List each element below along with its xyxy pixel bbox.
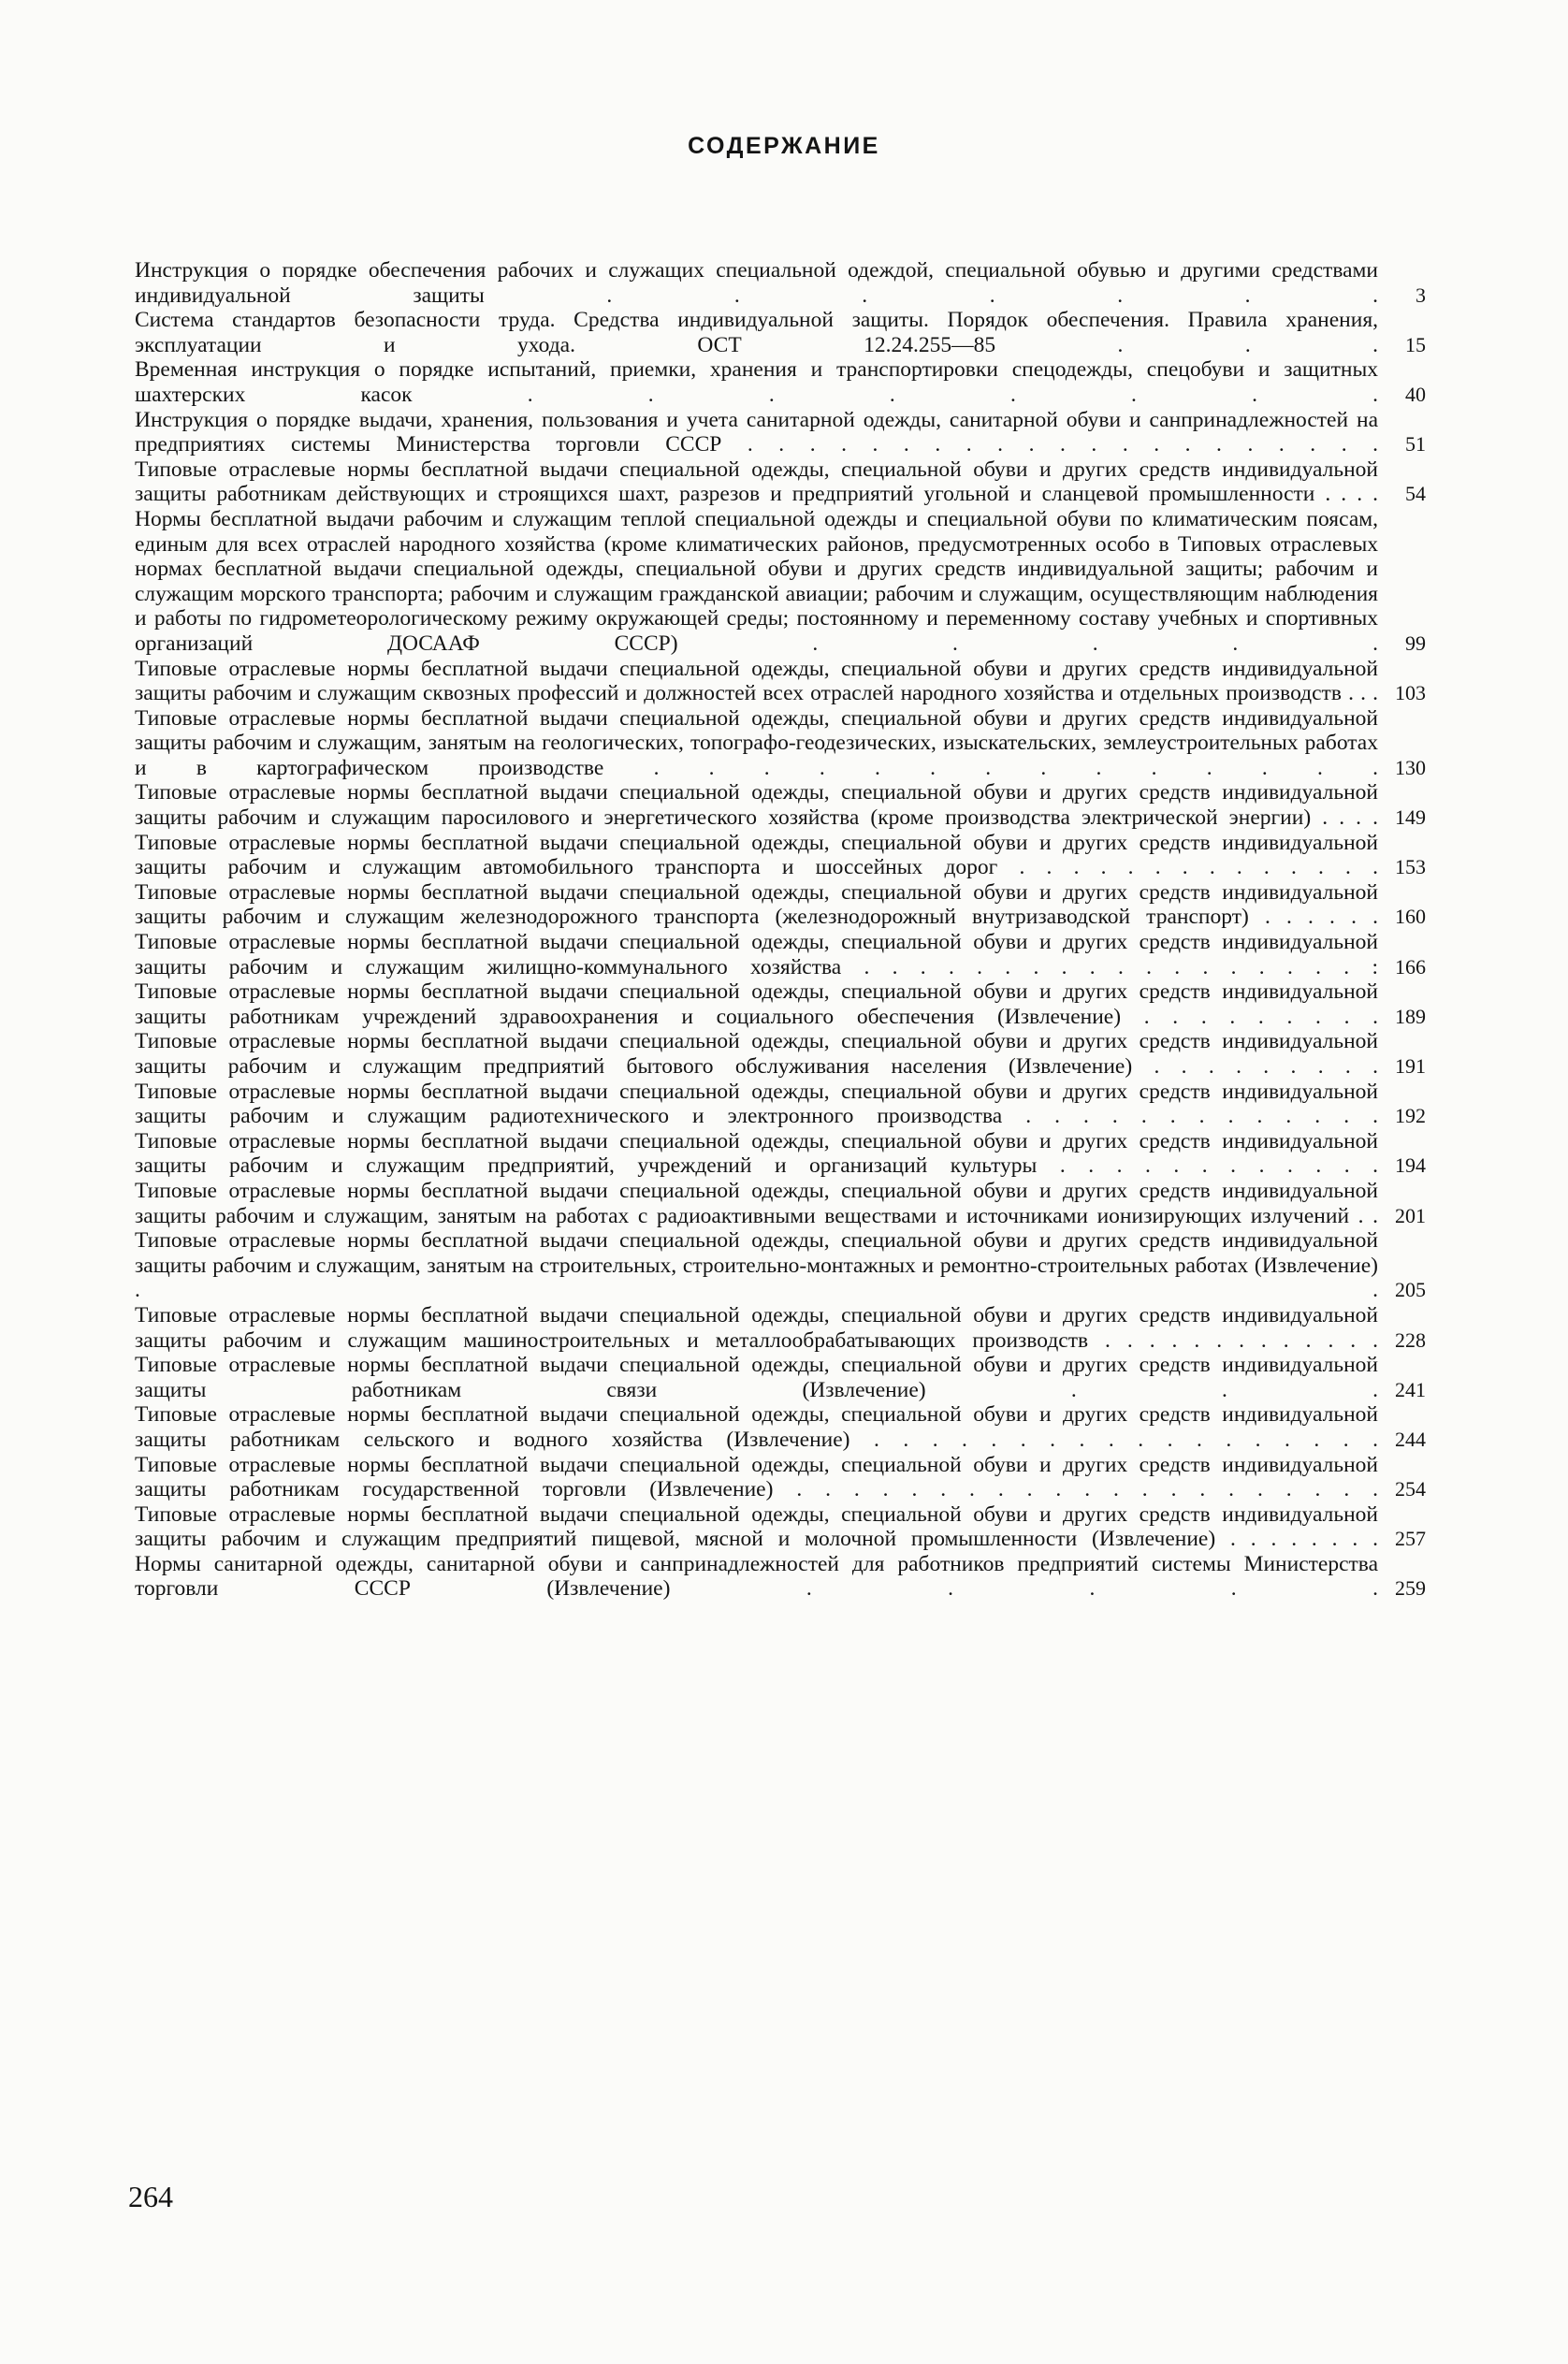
toc-entry-title: Типовые отраслевые нормы бесплатной выдачи специальной одежды, специальной обуви и других средств индивидуальной защиты работникам государственной торговли (Извлечение) . . . . . . . . . . . . . . . . . . . . . <box>135 1452 1378 1502</box>
toc-entry[interactable] <box>135 1179 1426 1228</box>
toc-entry-page: 54 <box>1405 482 1426 506</box>
toc-entry[interactable] <box>135 1453 1426 1502</box>
toc-entry[interactable] <box>135 1029 1426 1079</box>
toc-entry[interactable] <box>135 831 1426 880</box>
toc-entry[interactable] <box>135 457 1426 507</box>
toc-entry-page: 130 <box>1395 755 1426 779</box>
toc-entry-title: Типовые отраслевые нормы бесплатной выдачи специальной одежды, специальной обуви и других средств индивидуальной защиты рабочим и служащим предприятий пищевой, мясной и молочной промышленности (Извлечение) . . . . . . . . <box>135 1501 1378 1552</box>
toc-entry[interactable] <box>135 408 1426 457</box>
toc-entry[interactable] <box>135 979 1426 1029</box>
toc-entry-title: Типовые отраслевые нормы бесплатной выдачи специальной одежды, специальной обуви и других средств индивидуальной защиты работникам связи (Извлечение) . . . <box>135 1353 1378 1402</box>
toc-entry[interactable] <box>135 1402 1426 1452</box>
toc-entry[interactable] <box>135 657 1426 706</box>
toc-entry-title: Типовые отраслевые нормы бесплатной выдачи специальной одежды, специальной обуви и других средств индивидуальной защиты рабочим и служащим, занятым на работах с радиоактивными веществами и источниками ионизирующих излучений . . <box>135 1178 1378 1228</box>
toc-entry-page: 3 <box>1416 283 1426 307</box>
toc-entry-page: 257 <box>1395 1527 1426 1551</box>
toc-entry-page: 149 <box>1395 805 1426 830</box>
toc-heading: СОДЕРЖАНИЕ <box>688 133 880 159</box>
toc-entry-page: 166 <box>1395 954 1426 979</box>
toc-entry-title: Типовые отраслевые нормы бесплатной выдачи специальной одежды, специальной обуви и других средств индивидуальной защиты рабочим и служащим радиотехнического и электронного производства . . . . . . . . . . . . . <box>135 1079 1378 1129</box>
toc-entry-title: Типовые отраслевые нормы бесплатной выдачи специальной одежды, специальной обуви и других средств индивидуальной защиты работникам учреждений здравоохранения и социального обеспечения (Извлечение) . . . . . . . . . <box>135 979 1378 1029</box>
toc-entry-page: 191 <box>1395 1054 1426 1078</box>
toc-entry-title: Типовые отраслевые нормы бесплатной выдачи специальной одежды, специальной обуви и других средств индивидуальной защиты работникам действующих и строящихся шахт, разрезов и предприятий угольной и сланцевой промышленности . . . . <box>135 457 1378 507</box>
toc-entry[interactable] <box>135 930 1426 979</box>
toc-entry[interactable] <box>135 258 1426 308</box>
toc-entry[interactable] <box>135 1552 1426 1602</box>
toc-entry-title: Типовые отраслевые нормы бесплатной выдачи специальной одежды, специальной обуви и других средств индивидуальной защиты работникам сельского и водного хозяйства (Извлечение) . . . . . . . . . . . . . . . . . . <box>135 1402 1378 1452</box>
toc-entry-title: Типовые отраслевые нормы бесплатной выдачи специальной одежды, специальной обуви и других средств индивидуальной защиты рабочим и служащим, занятым на геологических, топографо-геодезических, изыскательских, землеустроительных работах и в картографическом производстве . . . . . . . . . . . . . . <box>135 705 1378 780</box>
toc-entry[interactable] <box>135 1353 1426 1402</box>
toc-entry-page: 153 <box>1395 855 1426 879</box>
toc-entry-title: Типовые отраслевые нормы бесплатной выдачи специальной одежды, специальной обуви и других средств индивидуальной защиты рабочим и служащим предприятий бытового обслуживания населения (Извлечение) . . . . . . . . . <box>135 1029 1378 1079</box>
toc-entry-page: 40 <box>1405 382 1426 406</box>
toc-entry-page: 201 <box>1395 1203 1426 1227</box>
toc-entry-page: 51 <box>1405 432 1426 457</box>
toc-entry-title: Типовые отраслевые нормы бесплатной выдачи специальной одежды, специальной обуви и других средств индивидуальной защиты рабочим и служащим паросилового и энергетического хозяйства (кроме производства электрической энергии) . . . . <box>135 780 1378 831</box>
toc-entry-title: Временная инструкция о порядке испытаний, приемки, хранения и транспортировки спецодежды, спецобуви и защитных шахтерских касок . . . . . . . . <box>135 357 1378 407</box>
toc-entry[interactable] <box>135 1502 1426 1552</box>
toc-entry-title: Типовые отраслевые нормы бесплатной выдачи специальной одежды, специальной обуви и других средств индивидуальной защиты рабочим и служащим автомобильного транспорта и шоссейных дорог . . . . . . . . . . . . . . <box>135 830 1378 880</box>
toc-entry[interactable] <box>135 308 1426 357</box>
toc-entry[interactable] <box>135 706 1426 781</box>
toc-entry-page: 194 <box>1395 1153 1426 1178</box>
toc-entry-title: Типовые отраслевые нормы бесплатной выдачи специальной одежды, специальной обуви и других средств индивидуальной защиты рабочим и служащим машиностроительных и металлообрабатывающих производств . . . . . . . . . . . . . <box>135 1302 1378 1353</box>
toc-entry-page: 244 <box>1395 1427 1426 1451</box>
toc-entry-title: Типовые отраслевые нормы бесплатной выдачи специальной одежды, специальной обуви и других средств индивидуальной защиты рабочим и служащим сквозных профессий и должностей всех отраслей народного хозяйства и отдельных производств . . . <box>135 656 1378 706</box>
toc-entry-title: Инструкция о порядке обеспечения рабочих и служащих специальной одеждой, специальной обувью и другими средствами индивидуальной защиты . . . . . . . <box>135 258 1378 308</box>
toc-entry[interactable] <box>135 1228 1426 1303</box>
toc-entry[interactable] <box>135 357 1426 407</box>
toc-entry[interactable] <box>135 1129 1426 1179</box>
toc-entry-title: Типовые отраслевые нормы бесплатной выдачи специальной одежды, специальной обуви и других средств индивидуальной защиты рабочим и служащим железнодорожного транспорта (железнодорожный внутризаводской транспорт) . . . . . . <box>135 879 1378 930</box>
toc-entry-page: 241 <box>1395 1377 1426 1401</box>
toc-entry-title: Инструкция о порядке выдачи, хранения, пользования и учета санитарной одежды, санитарной обуви и санпринадлежностей на предприятиях системы Министерства торговли СССР . . . . . . . . . . . . . . . . . . . . . <box>135 407 1378 457</box>
toc-entry-title: Типовые отраслевые нормы бесплатной выдачи специальной одежды, специальной обуви и других средств индивидуальной защиты рабочим и служащим, занятым на строительных, строительно-монтажных и ремонтно-строительных работах (Извлечение) . . <box>135 1228 1378 1303</box>
toc-entry-page: 15 <box>1405 332 1426 356</box>
toc-entry[interactable] <box>135 507 1426 657</box>
toc-entry-page: 259 <box>1395 1576 1426 1601</box>
toc-entry-title: Нормы бесплатной выдачи рабочим и служащим теплой специальной одежды и специальной обуви по климатическим поясам, единым для всех отраслей народного хозяйства (кроме климатических районов, предусмотренных особо в Типовых отраслевых нормах бесплатной выдачи специальной одежды, специальной обуви и других средств индивидуальной защиты; рабочим и служащим морского транспорта; рабочим и служащим гражданской авиации; рабочим и служащим, осуществляющим наблюдения и работы по гидрометеорологическому режиму окружающей среды; постоянному и переменному составу учебных и спортивных организаций ДОСААФ СССР) . . . . . <box>135 506 1378 656</box>
toc-entry-title: Нормы санитарной одежды, санитарной обуви и санпринадлежностей для работников предприятий системы Министерства торговли СССР (Извлечение) . . . . . <box>135 1551 1378 1602</box>
toc-entry-page: 103 <box>1395 681 1426 705</box>
toc-entry-page: 192 <box>1395 1104 1426 1128</box>
toc-entry-page: 205 <box>1395 1278 1426 1302</box>
toc-entry-page: 99 <box>1405 631 1426 655</box>
toc-entry-page: 254 <box>1395 1477 1426 1501</box>
page-number: 264 <box>128 2180 173 2213</box>
toc-entry[interactable] <box>135 780 1426 830</box>
toc-entry[interactable] <box>135 1080 1426 1129</box>
toc-entry[interactable] <box>135 880 1426 930</box>
table-of-contents <box>135 258 1426 1602</box>
toc-entry-title: Типовые отраслевые нормы бесплатной выдачи специальной одежды, специальной обуви и других средств индивидуальной защиты рабочим и служащим предприятий, учреждений и организаций культуры . . . . . . . . . . . . <box>135 1128 1378 1179</box>
toc-entry-title: Система стандартов безопасности труда. Средства индивидуальной защиты. Порядок обеспечения. Правила хранения, эксплуатации и ухода. ОСТ 12.24.255—85 . . . <box>135 308 1378 357</box>
toc-entry-page: 160 <box>1395 905 1426 929</box>
toc-entry-page: 228 <box>1395 1327 1426 1352</box>
toc-entry-page: 189 <box>1395 1004 1426 1028</box>
toc-entry[interactable] <box>135 1303 1426 1353</box>
toc-entry-title: Типовые отраслевые нормы бесплатной выдачи специальной одежды, специальной обуви и других средств индивидуальной защиты рабочим и служащим жилищно-коммунального хозяйства . . . . . . . . . . . . . . . . . . : <box>135 930 1378 979</box>
